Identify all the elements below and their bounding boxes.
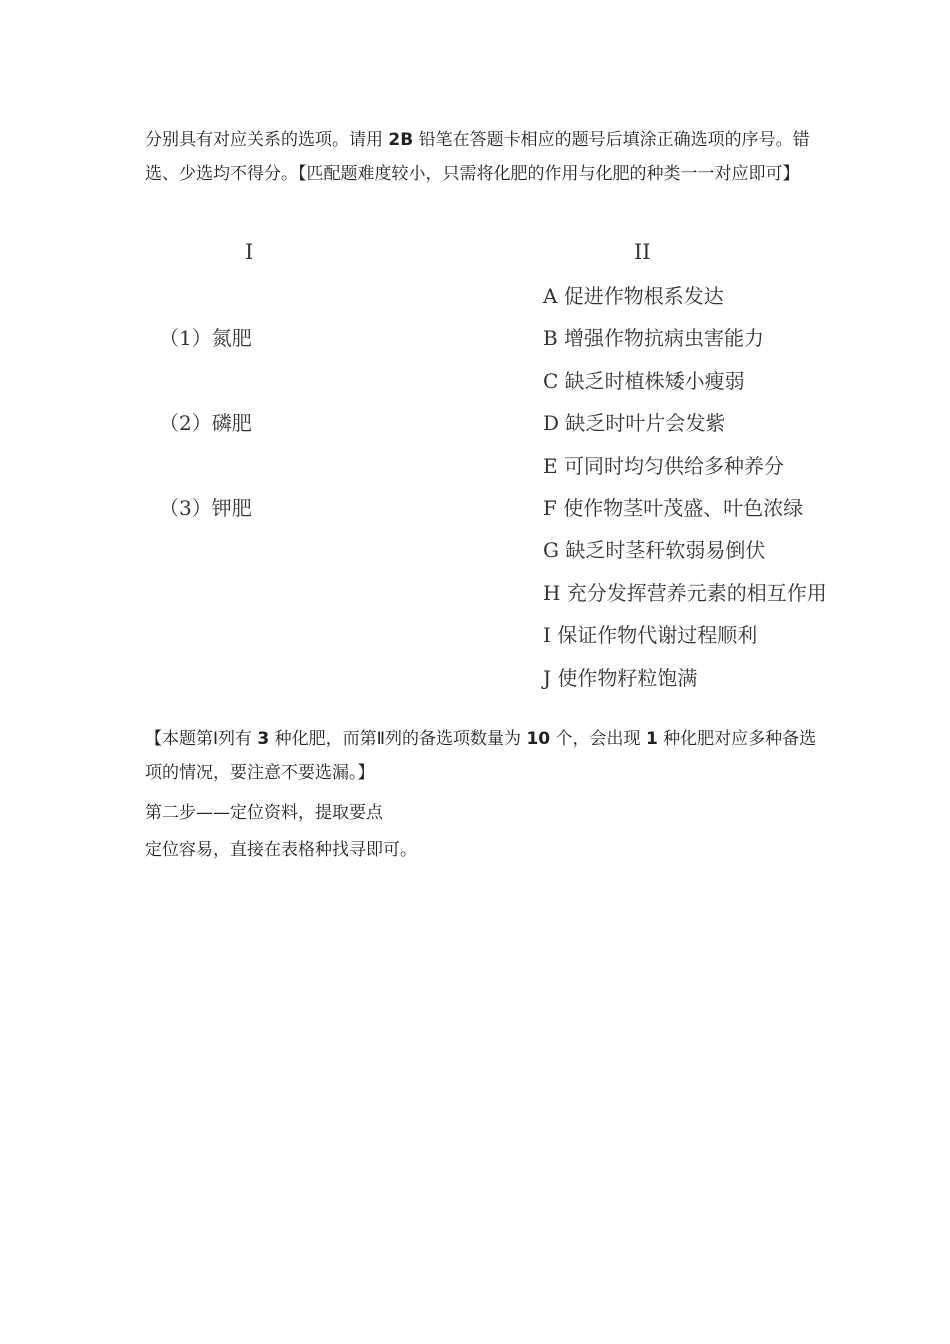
- step-two-heading: 第二步——定位资料，提取要点: [145, 803, 383, 823]
- note-bold-count-1: 3: [257, 729, 270, 749]
- note-bold-count-2: 10: [526, 729, 551, 749]
- option-item: C 缺乏时植株矮小瘦弱: [543, 369, 745, 393]
- fertilizer-item: （2）磷肥: [159, 411, 252, 435]
- column-1-header: I: [245, 240, 254, 264]
- fertilizer-item: （3）钾肥: [159, 496, 252, 520]
- note-bold-count-3: 1: [645, 729, 658, 749]
- intro-bold-pencil: 2B: [388, 130, 414, 150]
- option-item: F 使作物茎叶茂盛、叶色浓绿: [543, 496, 804, 520]
- option-item: J 使作物籽粒饱满: [543, 666, 698, 690]
- fertilizer-item: （1）氮肥: [159, 326, 252, 350]
- matching-table: [145, 228, 865, 698]
- intro-text-2: 铅笔在答题卡相应的题号后填涂正确选项的序号。错选、少选均不得分。【匹配题难度较小，只需将化肥的作用与化肥的种类一一对应即可】: [145, 130, 810, 184]
- option-item: G 缺乏时茎秆软弱易倒伏: [543, 538, 766, 562]
- option-item: I 保证作物代谢过程顺利: [543, 623, 758, 647]
- note-paragraph: [145, 722, 825, 790]
- note-text-3: 个，会出现: [550, 729, 646, 749]
- option-item: A 促进作物根系发达: [543, 284, 724, 308]
- option-item: B 增强作物抗病虫害能力: [543, 326, 765, 350]
- intro-text-1: 分别具有对应关系的选项。请用: [145, 130, 389, 150]
- option-item: H 充分发挥营养元素的相互作用: [543, 581, 827, 605]
- intro-paragraph: [145, 123, 825, 191]
- locate-paragraph: 定位容易，直接在表格种找寻即可。: [145, 840, 417, 860]
- option-item: D 缺乏时叶片会发紫: [543, 411, 726, 435]
- note-text-4: 种化肥对应多种备选项的情况，要注意不要选漏。】: [145, 729, 817, 783]
- note-text-2: 种化肥，而第Ⅱ列的备选项数量为: [269, 729, 527, 749]
- option-item: E 可同时均匀供给多种养分: [543, 454, 784, 478]
- column-2-header: II: [634, 240, 651, 264]
- note-text-1: 【本题第Ⅰ列有: [145, 729, 258, 749]
